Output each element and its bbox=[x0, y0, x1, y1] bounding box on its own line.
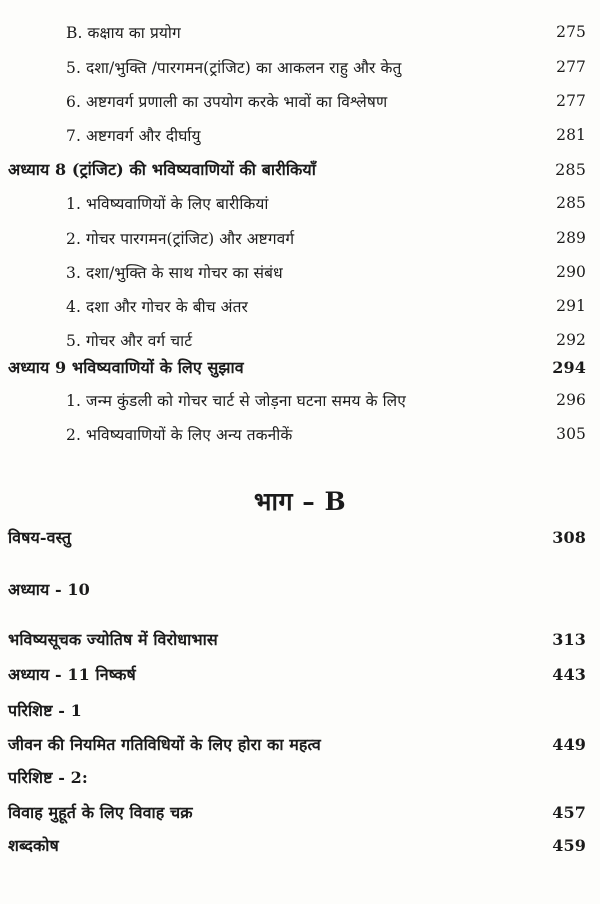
toc-entry-page: 291 bbox=[556, 297, 586, 315]
toc-entry-title: 5. गोचर और वर्ग चार्ट bbox=[66, 332, 193, 350]
toc-entry-title: परिशिष्ट - 1 bbox=[8, 701, 82, 720]
toc-part-b-entry bbox=[8, 729, 586, 759]
toc-entry-page: 285 bbox=[556, 194, 586, 212]
toc-entry-title: 2. भविष्यवाणियों के लिए अन्य तकनीकें bbox=[66, 426, 293, 444]
toc-part-b-entry bbox=[8, 574, 586, 604]
toc-entry-page: 459 bbox=[552, 835, 586, 855]
toc-entry-title: अध्याय 8 (ट्रांजिट) की भविष्यवाणियों की बारीकियाँ bbox=[8, 160, 316, 179]
toc-entry-page: 296 bbox=[556, 391, 586, 409]
toc-entry bbox=[8, 419, 586, 449]
toc-part-b-entry bbox=[8, 797, 586, 827]
toc-part-b-entry bbox=[8, 659, 586, 689]
toc-entry-title: विषय-वस्तु bbox=[8, 528, 72, 547]
toc-entry-title: अध्याय - 11 निष्कर्ष bbox=[8, 665, 136, 684]
toc-entry bbox=[8, 52, 586, 82]
toc-entry-page: 292 bbox=[556, 331, 586, 349]
toc-entry-page: 443 bbox=[552, 664, 586, 684]
toc-entry-title: B. कक्षाय का प्रयोग bbox=[66, 24, 181, 42]
toc-part-b-entry bbox=[8, 695, 586, 725]
toc-entry-page: 313 bbox=[552, 629, 586, 649]
toc-entry bbox=[8, 86, 586, 116]
toc-entry bbox=[8, 17, 586, 47]
toc-entry-title: 4. दशा और गोचर के बीच अंतर bbox=[66, 298, 248, 316]
toc-entry bbox=[8, 325, 586, 355]
toc-part-b-entry bbox=[8, 762, 586, 792]
toc-entry-title: शब्दकोष bbox=[8, 836, 59, 855]
toc-entry-page: 305 bbox=[556, 425, 586, 443]
toc-part-b-entry bbox=[8, 522, 586, 552]
toc-entry bbox=[8, 188, 586, 218]
toc-entry-title: 7. अष्टगवर्ग और दीर्घायु bbox=[66, 127, 201, 145]
toc-part-b-entry bbox=[8, 624, 586, 654]
toc-entry-title: 6. अष्टगवर्ग प्रणाली का उपयोग करके भावों का विश्लेषण bbox=[66, 93, 388, 111]
toc-entry-title: अध्याय 9 भविष्यवाणियों के लिए सुझाव bbox=[8, 358, 244, 377]
toc-entry-title: 1. जन्म कुंडली को गोचर चार्ट से जोड़ना घटना समय के लिए bbox=[66, 392, 406, 410]
toc-part-b-entry bbox=[8, 830, 586, 860]
toc-entry-title: भविष्यसूचक ज्योतिष में विरोधाभास bbox=[8, 630, 218, 649]
toc-entry bbox=[8, 120, 586, 150]
toc-entry bbox=[8, 291, 586, 321]
toc-entry-title: 1. भविष्यवाणियों के लिए बारीकियां bbox=[66, 195, 269, 213]
toc-entry-page: 289 bbox=[556, 229, 586, 247]
toc-entry-title: 3. दशा/भुक्ति के साथ गोचर का संबंध bbox=[66, 264, 283, 282]
toc-entry-page: 308 bbox=[552, 527, 586, 547]
toc-entry-page: 449 bbox=[552, 734, 586, 754]
toc-entry-page: 281 bbox=[556, 126, 586, 144]
toc-entry bbox=[8, 257, 586, 287]
toc-entry-title: 5. दशा/भुक्ति /पारगमन(ट्रांजिट) का आकलन राहु और केतु bbox=[66, 59, 402, 77]
toc-entry-page: 277 bbox=[556, 92, 586, 110]
toc-entry bbox=[8, 385, 586, 415]
toc-entry-page: 290 bbox=[556, 263, 586, 281]
toc-entry-title: अध्याय - 10 bbox=[8, 580, 90, 599]
toc-entry bbox=[8, 223, 586, 253]
toc-chapter-entry bbox=[8, 154, 586, 184]
toc-entry-title: जीवन की नियमित गतिविधियों के लिए होरा का महत्व bbox=[8, 735, 321, 754]
part-b-heading: भाग – B bbox=[253, 487, 347, 516]
toc-entry-page: 294 bbox=[552, 357, 586, 377]
toc-entry-page: 285 bbox=[555, 159, 586, 179]
toc-entry-page: 457 bbox=[552, 802, 586, 822]
toc-chapter-entry bbox=[8, 352, 586, 382]
toc-entry-title: परिशिष्ट - 2: bbox=[8, 768, 88, 787]
toc-entry-title: विवाह मुहूर्त के लिए विवाह चक्र bbox=[8, 803, 193, 822]
toc-entry-page: 277 bbox=[556, 58, 586, 76]
toc-entry-page: 275 bbox=[556, 23, 586, 41]
toc-entry-title: 2. गोचर पारगमन(ट्रांजिट) और अष्टगवर्ग bbox=[66, 230, 295, 248]
